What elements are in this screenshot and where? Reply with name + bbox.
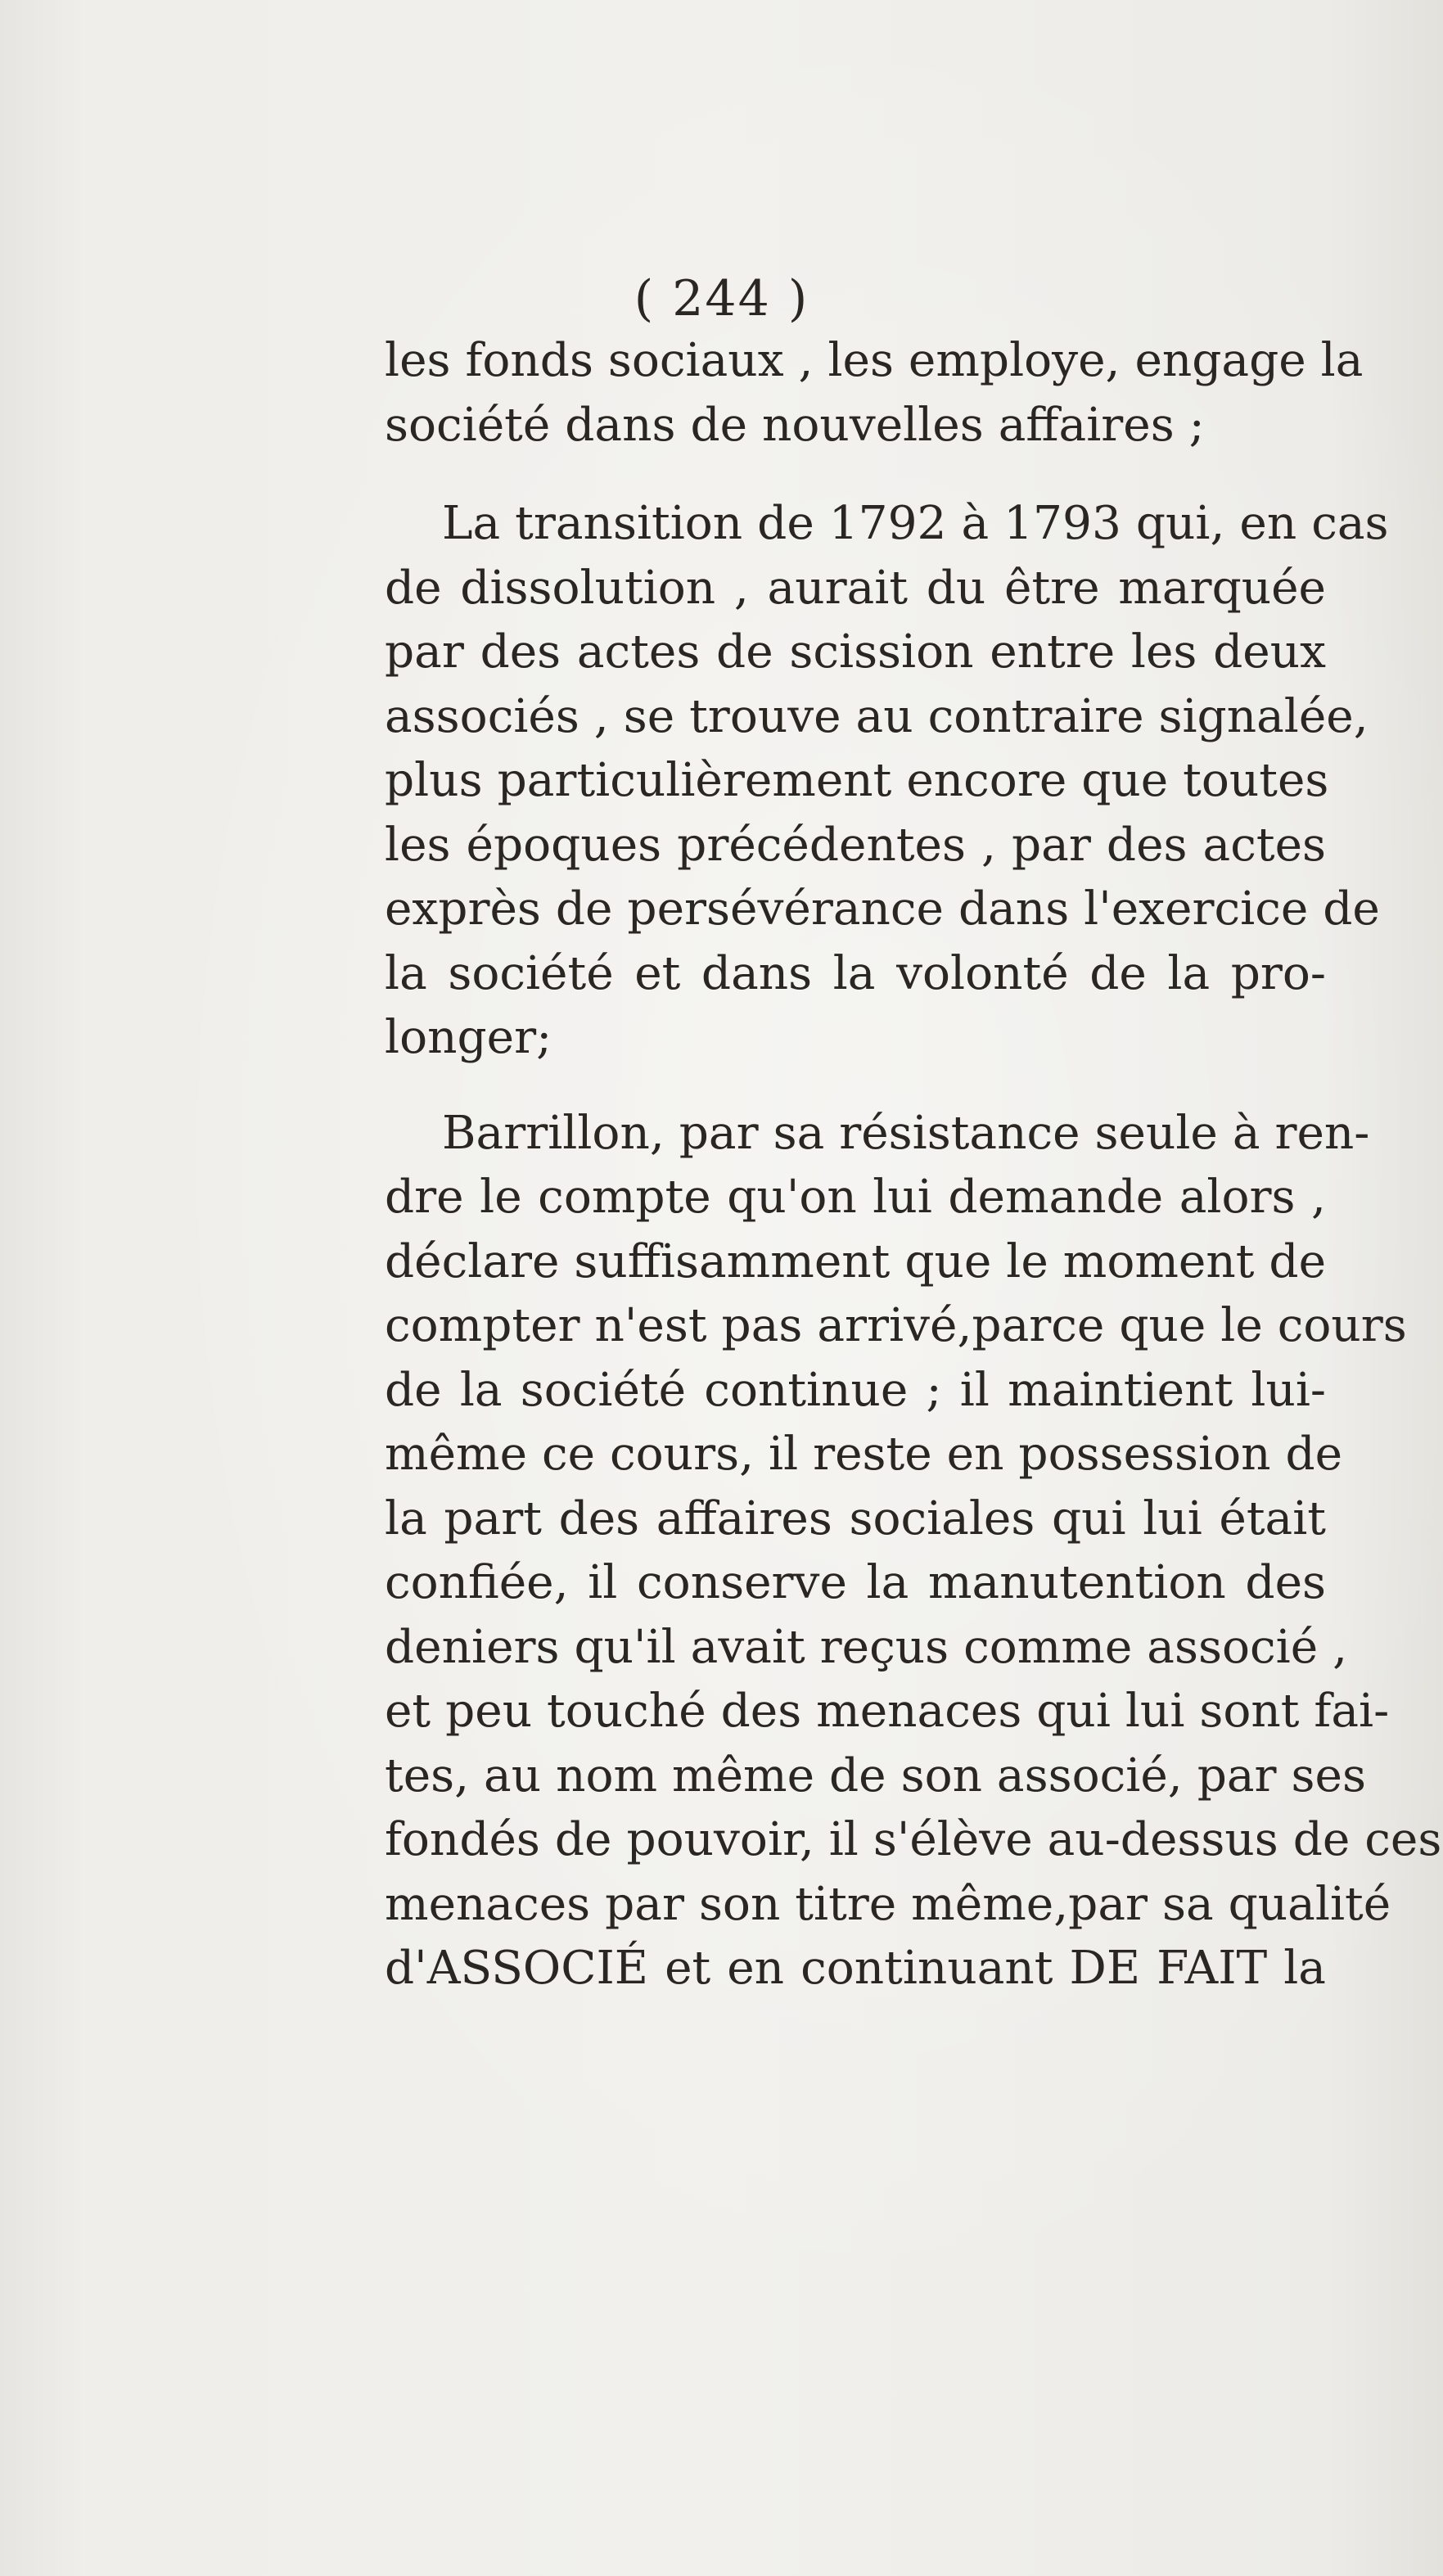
text-line: de la société continue ; il maintient lui-	[385, 1363, 1326, 1417]
paragraph-3	[385, 1102, 1442, 2001]
text-line: associés , se trouve au contraire signalée,	[385, 689, 1369, 743]
text-line: longer;	[385, 1011, 552, 1064]
text-line: les époques précédentes , par des actes	[385, 818, 1326, 872]
body-text	[385, 329, 1442, 2001]
text-line: et peu touché des menaces qui lui sont fai-	[385, 1685, 1390, 1738]
text-line: Barrillon, par sa résistance seule à ren-	[442, 1106, 1370, 1160]
text-line: menaces par son titre même,par sa qualité	[385, 1877, 1391, 1931]
text-line: compter n'est pas arrivé,parce que le cours	[385, 1299, 1407, 1352]
text-line: même ce cours, il reste en possession de	[385, 1428, 1343, 1481]
text-line: fondés de pouvoir, il s'élève au-dessus de ces	[385, 1813, 1442, 1866]
text-line: déclare suffisamment que le moment de	[385, 1234, 1327, 1288]
text-line: plus particulièrement encore que toutes	[385, 754, 1329, 807]
text-line: de dissolution , aurait du être marquée	[385, 561, 1326, 615]
text-line: La transition de 1792 à 1793 qui, en cas	[442, 497, 1389, 550]
text-line: d'ASSOCIÉ et en continuant DE FAIT la	[385, 1942, 1326, 1995]
paragraph-2	[385, 492, 1389, 1071]
text-line: dre le compte qu'on lui demande alors ,	[385, 1171, 1326, 1224]
text-line: confiée, il conserve la manutention des	[385, 1556, 1326, 1609]
text-line: deniers qu'il avait reçus comme associé ,	[385, 1620, 1348, 1674]
paragraph-spacer	[385, 458, 1326, 492]
text-line: tes, au nom même de son associé, par ses	[385, 1748, 1366, 1802]
text-line: société dans de nouvelles affaires ;	[385, 398, 1205, 452]
text-line: la part des affaires sociales qui lui était	[385, 1491, 1326, 1545]
text-line: les fonds sociaux , les employe, engage la	[385, 334, 1364, 387]
paragraph-spacer	[385, 1071, 1326, 1102]
text-line: exprès de persévérance dans l'exercice de	[385, 882, 1380, 936]
paragraph-1	[385, 329, 1364, 458]
text-line: par des actes de scission entre les deux	[385, 625, 1326, 679]
page-number: ( 244 )	[634, 270, 809, 327]
text-line: la société et dans la volonté de la pro-	[385, 946, 1326, 1000]
